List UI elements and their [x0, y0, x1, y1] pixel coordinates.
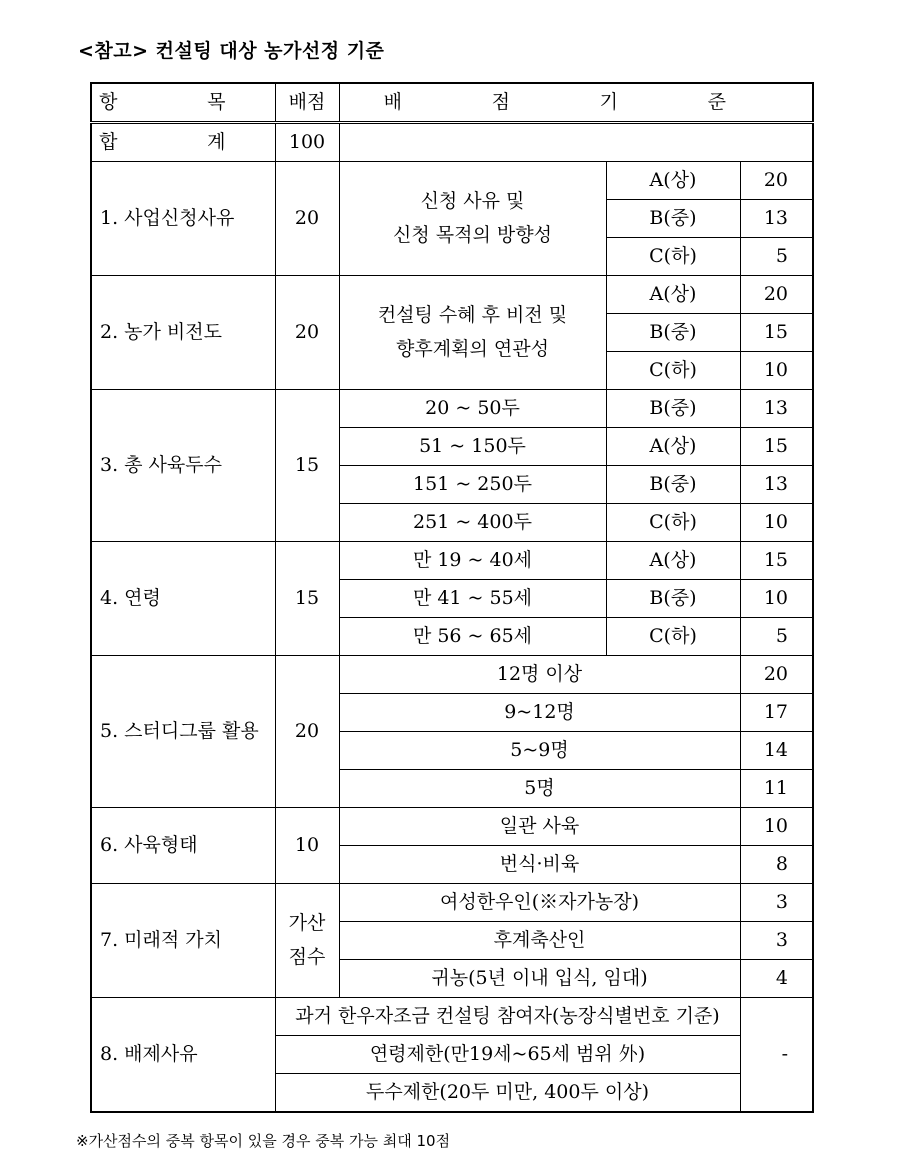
total-empty — [339, 123, 813, 162]
table-row — [91, 542, 813, 580]
s4-points: 15 — [740, 542, 813, 580]
header-item: 항 목 — [91, 83, 275, 123]
s1-score: 20 — [275, 162, 339, 276]
s5-label: 5. 스터디그룹 활용 — [91, 656, 275, 808]
s3-grade: A(상) — [606, 428, 740, 466]
s2-grade-c: C(하) — [606, 352, 740, 390]
s5-score: 20 — [275, 656, 339, 808]
s2-desc: 컨설팅 수혜 후 비전 및 향후계획의 연관성 — [339, 276, 606, 390]
s6-range: 번식·비육 — [339, 846, 740, 884]
s6-label: 6. 사육형태 — [91, 808, 275, 884]
s2-points-c: 10 — [740, 352, 813, 390]
table-header-row — [91, 83, 813, 123]
s4-score: 15 — [275, 542, 339, 656]
s6-range: 일관 사육 — [339, 808, 740, 846]
s4-grade: A(상) — [606, 542, 740, 580]
total-row — [91, 123, 813, 162]
s1-desc: 신청 사유 및 신청 목적의 방향성 — [339, 162, 606, 276]
header-score: 배점 — [275, 83, 339, 123]
s1-points-a: 20 — [740, 162, 813, 200]
s8-reason: 연령제한(만19세~65세 범위 外) — [275, 1036, 740, 1074]
s1-grade-c: C(하) — [606, 238, 740, 276]
s2-points-b: 15 — [740, 314, 813, 352]
s5-points: 11 — [740, 770, 813, 808]
selection-criteria-table — [90, 82, 814, 1113]
s3-points: 15 — [740, 428, 813, 466]
s4-range: 만 41 ~ 55세 — [339, 580, 606, 618]
s3-grade: B(중) — [606, 390, 740, 428]
s4-points: 5 — [740, 618, 813, 656]
s3-range: 251 ~ 400두 — [339, 504, 606, 542]
s4-grade: C(하) — [606, 618, 740, 656]
s8-reason: 과거 한우자조금 컨설팅 참여자(농장식별번호 기준) — [275, 998, 740, 1036]
s8-label: 8. 배제사유 — [91, 998, 275, 1113]
s5-points: 20 — [740, 656, 813, 694]
s7-range: 후계축산인 — [339, 922, 740, 960]
s1-label: 1. 사업신청사유 — [91, 162, 275, 276]
s3-range: 51 ~ 150두 — [339, 428, 606, 466]
s4-points: 10 — [740, 580, 813, 618]
table-row — [91, 998, 813, 1036]
s5-points: 14 — [740, 732, 813, 770]
s2-score: 20 — [275, 276, 339, 390]
s3-grade: C(하) — [606, 504, 740, 542]
s5-range: 5명 — [339, 770, 740, 808]
s2-points-a: 20 — [740, 276, 813, 314]
s6-points: 10 — [740, 808, 813, 846]
s4-range: 만 19 ~ 40세 — [339, 542, 606, 580]
s3-range: 151 ~ 250두 — [339, 466, 606, 504]
s3-grade: B(중) — [606, 466, 740, 504]
header-criteria: 배 점 기 준 — [339, 83, 813, 123]
s1-grade-b: B(중) — [606, 200, 740, 238]
s3-points: 13 — [740, 466, 813, 504]
s3-range: 20 ~ 50두 — [339, 390, 606, 428]
table-row — [91, 162, 813, 200]
s3-label: 3. 총 사육두수 — [91, 390, 275, 542]
s7-score: 가산 점수 — [275, 884, 339, 998]
s1-points-c: 5 — [740, 238, 813, 276]
s6-score: 10 — [275, 808, 339, 884]
table-row — [91, 808, 813, 846]
footnote: ※가산점수의 중복 항목이 있을 경우 중복 가능 최대 10점 — [76, 1132, 451, 1150]
s1-points-b: 13 — [740, 200, 813, 238]
total-label: 합 계 — [91, 123, 275, 162]
s5-range: 12명 이상 — [339, 656, 740, 694]
s7-points: 3 — [740, 922, 813, 960]
s8-points: - — [740, 998, 813, 1113]
s7-label: 7. 미래적 가치 — [91, 884, 275, 998]
s4-range: 만 56 ~ 65세 — [339, 618, 606, 656]
s3-points: 10 — [740, 504, 813, 542]
table-row — [91, 276, 813, 314]
s7-range: 귀농(5년 이내 입식, 임대) — [339, 960, 740, 998]
s3-points: 13 — [740, 390, 813, 428]
s3-score: 15 — [275, 390, 339, 542]
s2-label: 2. 농가 비전도 — [91, 276, 275, 390]
s5-range: 9~12명 — [339, 694, 740, 732]
s2-grade-b: B(중) — [606, 314, 740, 352]
s6-points: 8 — [740, 846, 813, 884]
s1-grade-a: A(상) — [606, 162, 740, 200]
table-row — [91, 390, 813, 428]
s8-reason: 두수제한(20두 미만, 400두 이상) — [275, 1074, 740, 1113]
s4-label: 4. 연령 — [91, 542, 275, 656]
page-title: <참고> 컨설팅 대상 농가선정 기준 — [78, 40, 385, 62]
total-score: 100 — [275, 123, 339, 162]
s7-points: 3 — [740, 884, 813, 922]
s5-range: 5~9명 — [339, 732, 740, 770]
s2-grade-a: A(상) — [606, 276, 740, 314]
table-row — [91, 884, 813, 922]
s4-grade: B(중) — [606, 580, 740, 618]
s7-points: 4 — [740, 960, 813, 998]
s5-points: 17 — [740, 694, 813, 732]
table-row — [91, 656, 813, 694]
s7-range: 여성한우인(※자가농장) — [339, 884, 740, 922]
